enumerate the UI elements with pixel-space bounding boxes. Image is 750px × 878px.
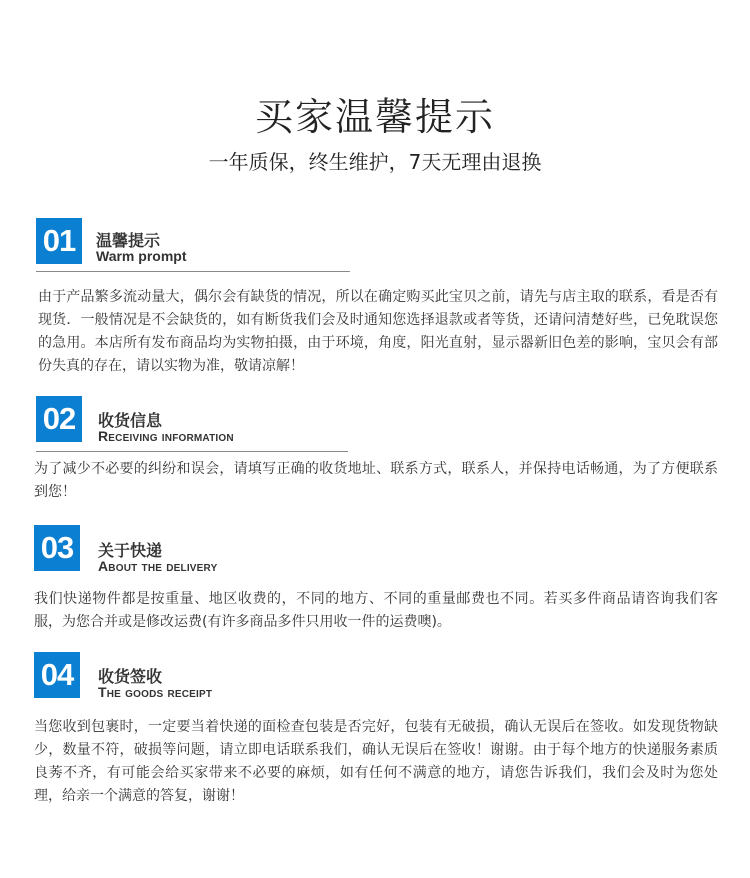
section-title-cn: 温馨提示	[96, 231, 161, 250]
section-title-cn: 收货信息	[98, 411, 163, 430]
section-body: 由于产品繁多流动量大，偶尔会有缺货的情况，所以在确定购买此宝贝之前，请先与店主取的联系，看是否有现货．一般情况是不会缺货的，如有断货我们会及时通知您选择退款或者等货，还请问清楚好些，已免耽误您的急用。本店所有发布商品均为实物拍摄，由于环境，角度，阳光直射，显示器新旧色差的影响，宝贝会有部份失真的存在，请以实物为准，敬请凉解！	[38, 289, 718, 374]
section-title-en: The goods receipt	[98, 684, 213, 700]
section-title-en: Receiving information	[98, 428, 234, 444]
section-title-cn: 收货签收	[98, 667, 163, 686]
section-divider	[36, 271, 350, 272]
section-body: 我们快递物件都是按重量、地区收费的，不同的地方、不同的重量邮费也不同。若买多件商品请咨询我们客服，为您合并或是修改运费(有许多商品多件只用收一件的运费噢)。	[34, 591, 718, 630]
section-body: 为了减少不必要的纠纷和误会，请填写正确的收货地址、联系方式，联系人，并保持电话畅通，为了方便联系到您！	[34, 461, 718, 500]
section-title-en: About the delivery	[98, 558, 218, 574]
section-number-badge: 02	[36, 396, 82, 442]
page-title: 买家温馨提示	[254, 95, 495, 139]
section-title-cn: 关于快递	[98, 541, 163, 560]
section-number-badge: 04	[34, 652, 80, 698]
section-divider	[36, 451, 348, 452]
page-subtitle: 一年质保，终生维护，7天无理由退换	[208, 150, 542, 174]
section-title-en: Warm prompt	[96, 248, 187, 264]
section-number-badge: 01	[36, 218, 82, 264]
section-number-badge: 03	[34, 525, 80, 571]
section-body: 当您收到包裹时，一定要当着快递的面检查包装是否完好，包装有无破损，确认无误后在签收。如发现货物缺少，数量不符，破损等问题，请立即电话联系我们，确认无误后在签收！谢谢。由于每个地方的快递服务素质良莠不齐，有可能会给买家带来不必要的麻烦，如有任何不满意的地方，请您告诉我们，我们会及时为您处理，给亲一个满意的答复，谢谢！	[34, 719, 718, 804]
